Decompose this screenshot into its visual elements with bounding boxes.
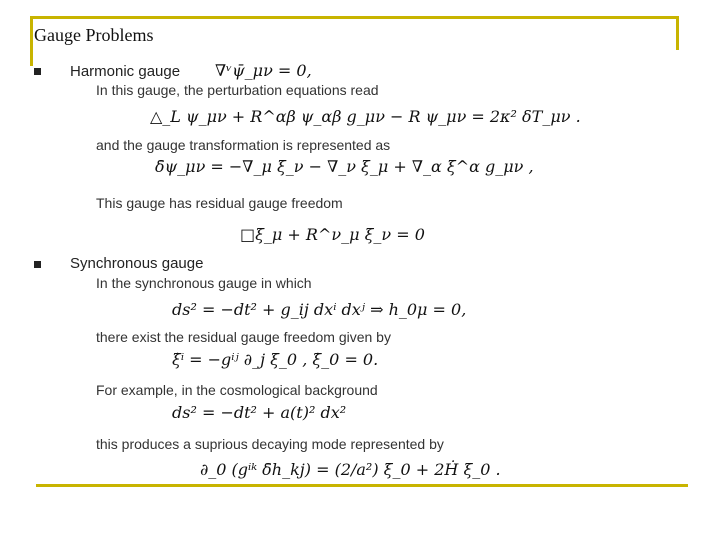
cosmological-background-equation: ds² = −dt² + a(t)² dx² [172,403,347,422]
harmonic-text-1: In this gauge, the perturbation equations read [96,82,379,98]
synchronous-metric-equation: ds² = −dt² + g_ij dxⁱ dxʲ ⇒ h_0μ = 0, [172,300,467,319]
perturbation-equation: △_L ψ_μν + R^αβ ψ_αβ g_μν − R ψ_μν = 2κ² δT_μν . [150,107,581,126]
spurious-mode-equation: ∂_0 (gⁱᵏ δ̄h_kj) = (2/a²) ξ_0 + 2Ḣ ξ_0 . [200,460,501,479]
synchronous-text-4: this produces a suprious decaying mode represented by [96,436,444,452]
accent-bar-left [30,16,33,66]
synchronous-text-1: In the synchronous gauge in which [96,275,312,291]
gauge-transformation-equation: δ̄ψ_μν = −∇_μ ξ_ν − ∇_ν ξ_μ + ∇_α ξ^α g_μν , [155,157,534,176]
harmonic-text-3: This gauge has residual gauge freedom [96,195,343,211]
residual-freedom-equation: □ξ_μ + R^ν_μ ξ_ν = 0 [240,225,425,244]
synchronous-text-2: there exist the residual gauge freedom given by [96,329,391,345]
harmonic-gauge-heading: Harmonic gauge [70,63,181,80]
harmonic-text-2: and the gauge transformation is represented as [96,137,391,153]
synchronous-gauge-heading: Synchronous gauge [70,255,204,272]
synchronous-text-3: For example, in the cosmological background [96,382,378,398]
accent-bar-bottom [36,484,688,487]
accent-bar-right [676,16,679,50]
harmonic-gauge-condition-eq: ∇ᵛψ̄_μν = 0, [215,61,312,80]
slide-title: Gauge Problems [34,25,154,45]
residual-gauge-freedom-equation: ξ̇ⁱ = −gⁱʲ ∂_j ξ_0 , ξ̇_0 = 0. [172,350,379,369]
accent-bar-top [30,16,678,19]
bullet-square-icon [34,68,41,75]
bullet-square-icon [34,261,41,268]
